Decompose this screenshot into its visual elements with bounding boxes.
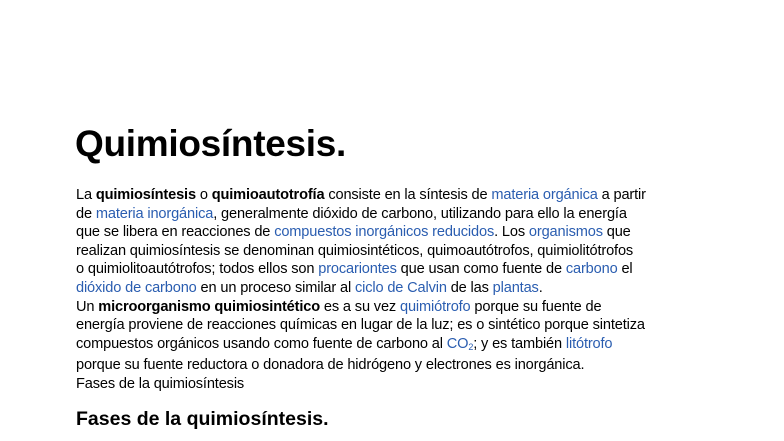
bold-term-quimiosintesis: quimiosíntesis (95, 187, 196, 203)
text-line (76, 335, 716, 357)
text-run: que (602, 224, 631, 241)
text-run: que usan como fuente de (396, 261, 566, 278)
text-run: que se libera en reacciones de (76, 224, 275, 241)
text-run: o quimiolitoautótrofos; todos ellos son (76, 261, 319, 278)
text-run: porque su fuente de (470, 298, 602, 315)
text-line (76, 223, 716, 242)
text-run: de (76, 205, 96, 222)
link-litotrofo[interactable]: litótrofo (565, 335, 613, 352)
text-line (76, 242, 716, 261)
link-materia-inorganica[interactable]: materia inorgánica (95, 205, 214, 222)
text-run: consiste en la síntesis de (324, 187, 492, 203)
text-run: La (76, 187, 96, 203)
text-run: de las (446, 279, 493, 296)
text-run: compuestos orgánicos usando como fuente de carbono al (76, 335, 447, 352)
link-procariontes[interactable]: procariontes (318, 261, 397, 278)
link-ciclo-de-calvin[interactable]: ciclo de Calvin (354, 279, 447, 296)
paragraph-microorganismo (76, 298, 716, 394)
paragraph-quimiosintesis (76, 186, 716, 298)
bold-term-quimioautotrofia: quimioautotrofía (211, 187, 325, 203)
text-run: , generalmente dióxido de carbono, utilizando para ello la energía (213, 205, 627, 222)
section-heading-fases: Fases de la quimiosíntesis. (76, 408, 329, 430)
text-line (76, 186, 716, 205)
text-run: en un proceso similar al (196, 279, 355, 296)
link-plantas[interactable]: plantas (492, 279, 539, 296)
text-run: realizan quimiosíntesis se denominan quimiosintéticos, quimoautótrofos, quimiolitótrofos (76, 242, 634, 259)
link-materia-organica[interactable]: materia orgánica (491, 187, 598, 203)
link-compuestos-inorganicos-reducidos[interactable]: compuestos inorgánicos reducidos (274, 224, 495, 241)
link-organismos[interactable]: organismos (528, 224, 603, 241)
link-dioxido-de-carbono[interactable]: dióxido de carbono (76, 279, 197, 296)
link-co2-subscript: 2 (468, 341, 474, 352)
link-quimiotrofo[interactable]: quimiótrofo (399, 298, 471, 315)
link-co2[interactable] (447, 336, 473, 352)
text-run: es a su vez (320, 298, 400, 315)
text-run: Fases de la quimiosíntesis (76, 375, 245, 392)
text-run: porque su fuente reductora o donadora de hidrógeno y electrones es inorgánica. (76, 357, 585, 374)
bold-term-microorganismo-quimiosintetico: microorganismo quimiosintético (98, 298, 320, 315)
text-run: el (617, 261, 633, 278)
text-run: a partir (597, 187, 646, 203)
text-line (76, 260, 716, 279)
text-line (76, 356, 716, 375)
text-line (76, 298, 716, 317)
text-run: energía proviene de reacciones químicas en lugar de la luz; es o sintético porque sintetiza (76, 317, 645, 334)
link-carbono[interactable]: carbono (565, 261, 618, 278)
text-run: o (195, 187, 212, 203)
link-co2-text: CO (446, 335, 469, 352)
text-line (76, 205, 716, 224)
text-line (76, 279, 716, 298)
page-title: Quimiosíntesis. (75, 123, 347, 164)
text-run: Un (76, 298, 99, 315)
text-run: ; y es también (473, 335, 566, 352)
text-run: . (538, 279, 543, 296)
body-text (76, 186, 716, 394)
text-line (76, 316, 716, 335)
text-line (76, 375, 716, 394)
text-run: . Los (494, 224, 529, 241)
